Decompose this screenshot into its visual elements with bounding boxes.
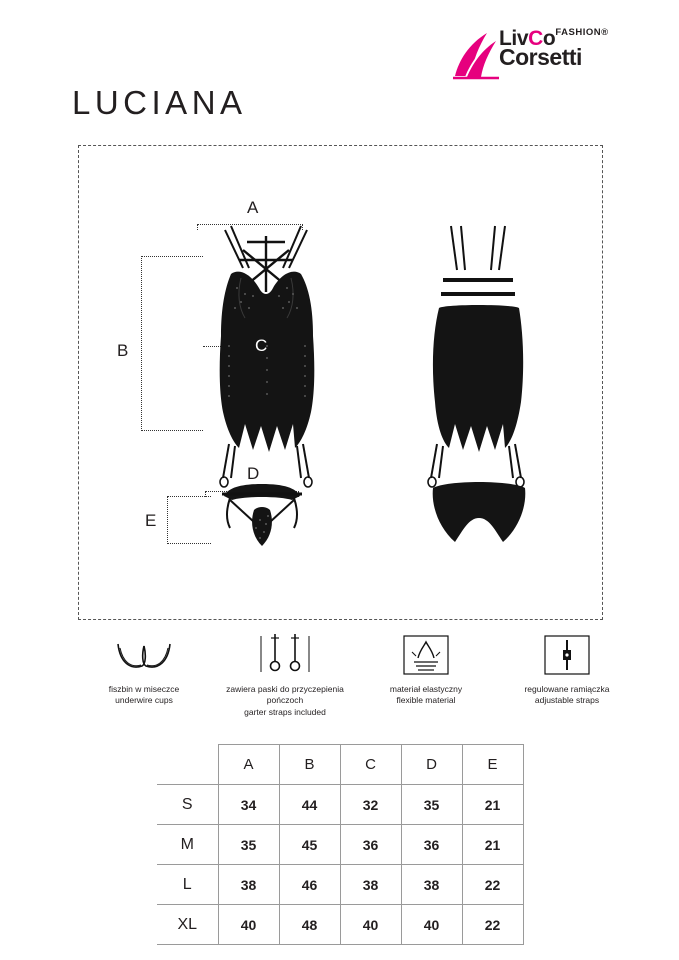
feature-caption-pl: materiał elastyczny: [389, 684, 463, 694]
cell-s-b: 44: [279, 785, 340, 825]
row-header-l: L: [157, 865, 218, 905]
brand-line-1: LivCo$^{FASHION®}$: [499, 27, 609, 50]
feature-adjustable-straps: [501, 632, 633, 707]
wing-logo-icon: [453, 30, 499, 80]
table-header-row: [157, 745, 523, 785]
row-header-m: M: [157, 825, 218, 865]
panty-back-illustration: [399, 436, 579, 566]
cell-l-d: 38: [401, 865, 462, 905]
measure-label-d: D: [247, 464, 260, 483]
column-header-b: B: [279, 745, 340, 785]
cell-s-e: 21: [462, 785, 523, 825]
table-corner-cell: [157, 745, 218, 785]
cell-xl-b: 48: [279, 905, 340, 945]
row-header-s: S: [157, 785, 218, 825]
column-header-d: D: [401, 745, 462, 785]
adjustable-straps-icon: [535, 632, 599, 678]
cell-xl-c: 40: [340, 905, 401, 945]
measure-label-a: A: [247, 198, 259, 217]
cell-l-b: 46: [279, 865, 340, 905]
row-header-xl: XL: [157, 905, 218, 945]
table-row: [157, 905, 523, 945]
brand-wordmark: [499, 28, 609, 69]
column-header-a: A: [218, 745, 279, 785]
cell-m-b: 45: [279, 825, 340, 865]
column-header-e: E: [462, 745, 523, 785]
page-title: LUCIANA: [72, 84, 247, 121]
underwire-cups-icon: [112, 632, 176, 678]
feature-caption-pl: fiszbin w miseczce: [108, 684, 180, 694]
brand-logo: [453, 26, 623, 88]
cell-xl-d: 40: [401, 905, 462, 945]
feature-caption-pl: regulowane ramiączka: [524, 684, 610, 694]
feature-caption-en: flexible material: [396, 695, 456, 706]
panty-front-illustration: [184, 436, 364, 566]
cell-l-a: 38: [218, 865, 279, 905]
cell-m-e: 21: [462, 825, 523, 865]
size-chart-table: [157, 744, 524, 945]
feature-garter-straps: [219, 632, 351, 718]
measure-label-e: E: [145, 511, 157, 530]
table-row: [157, 825, 523, 865]
cell-m-c: 36: [340, 825, 401, 865]
feature-caption-pl: zawiera paski do przyczepienia pończoch: [226, 684, 344, 706]
cell-xl-e: 22: [462, 905, 523, 945]
column-header-c: C: [340, 745, 401, 785]
feature-flexible-material: [360, 632, 492, 707]
measure-label-c: C: [255, 336, 268, 355]
cell-xl-a: 40: [218, 905, 279, 945]
illustration-frame: [78, 145, 603, 620]
cell-m-d: 36: [401, 825, 462, 865]
feature-caption-en: garter straps included: [244, 706, 326, 717]
cell-s-a: 34: [218, 785, 279, 825]
flexible-material-icon: [394, 632, 458, 678]
cell-l-e: 22: [462, 865, 523, 905]
feature-icon-row: [78, 632, 610, 742]
cell-l-c: 38: [340, 865, 401, 905]
feature-underwire-cups: [78, 632, 210, 707]
measure-label-b: B: [117, 341, 129, 360]
brand-line-2: Corsetti: [499, 44, 582, 70]
cell-s-c: 32: [340, 785, 401, 825]
table-row: [157, 785, 523, 825]
feature-caption-en: adjustable straps: [534, 695, 600, 706]
brand-fashion-label: FASHION®: [555, 27, 609, 38]
feature-caption-en: underwire cups: [115, 695, 173, 706]
cell-m-a: 35: [218, 825, 279, 865]
cell-s-d: 35: [401, 785, 462, 825]
garter-straps-icon: [253, 632, 317, 678]
table-row: [157, 865, 523, 905]
